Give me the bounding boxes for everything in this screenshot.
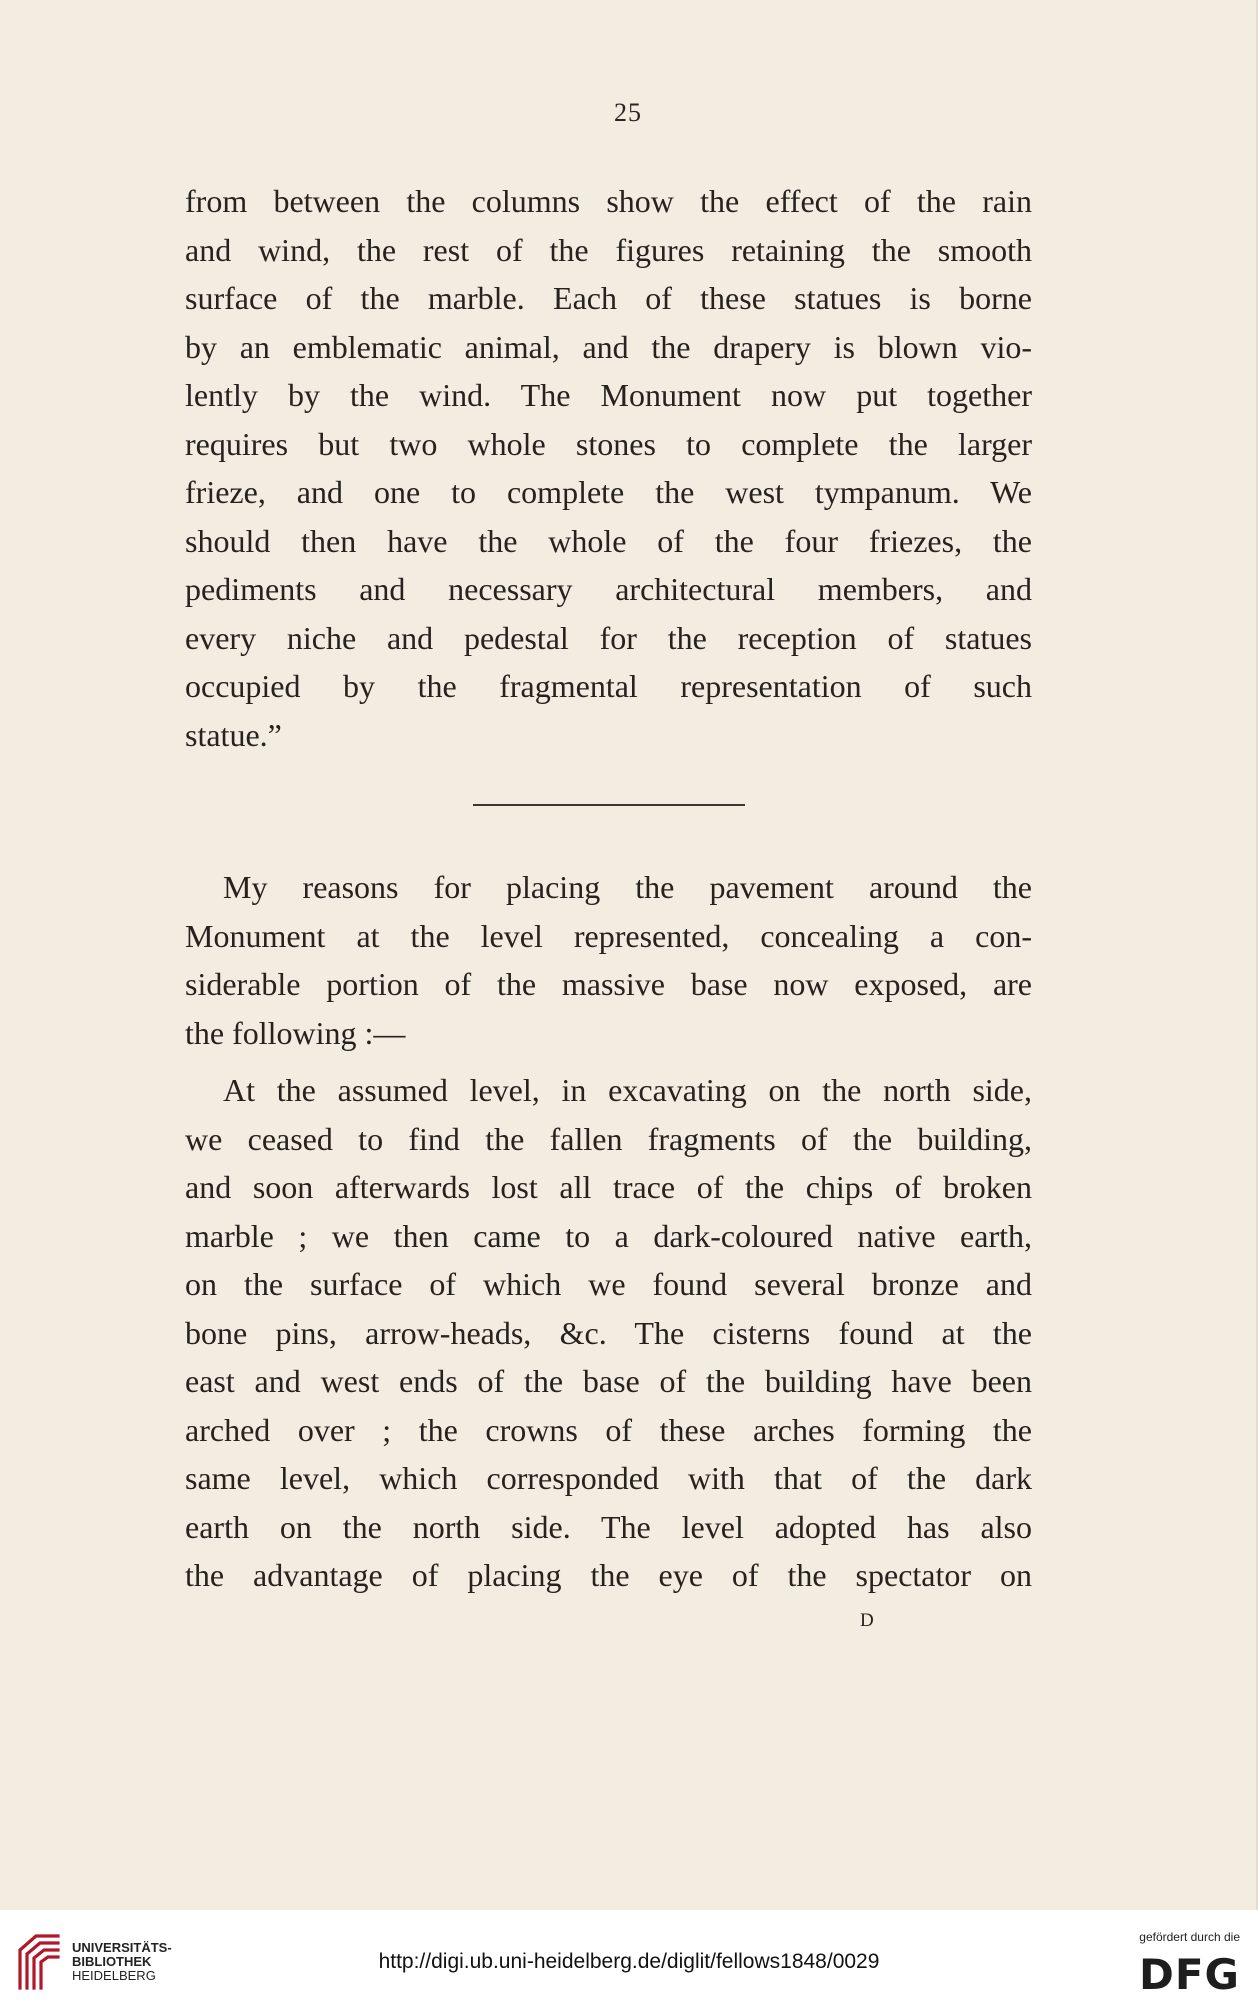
text-line: siderable portion of the massive base now exposed, are	[185, 966, 1032, 1002]
page-number: 25	[614, 98, 642, 127]
footer-bar	[0, 1910, 1258, 2011]
funding-label: gefördert durch die	[1139, 1930, 1240, 1944]
text-line: At the assumed level, in excavating on the north side,	[223, 1072, 1032, 1108]
text-line: by an emblematic animal, and the drapery is blown vio-	[185, 328, 1032, 365]
text-line: lently by the wind. The Monument now put together	[185, 377, 1032, 413]
text-line: east and west ends of the base of the building have been	[185, 1363, 1032, 1399]
text-line: we ceased to find the fallen fragments of the building,	[185, 1120, 1032, 1157]
text-line: surface of the marble. Each of these statues is borne	[185, 280, 1032, 316]
paragraph-excavation	[185, 1066, 1032, 1600]
text-line: bone pins, arrow-heads, &c. The cisterns found at the	[185, 1314, 1032, 1351]
source-url-link[interactable]: http://digi.ub.uni-heidelberg.de/diglit/fellows1848/0029	[378, 1950, 880, 1973]
dfg-logo: DFG	[1138, 1950, 1240, 1999]
text-line: marble ; we then came to a dark-coloured native earth,	[185, 1217, 1032, 1254]
text-line: same level, which corresponded with that of the dark	[185, 1460, 1032, 1496]
text-line: every niche and pedestal for the reception of statues	[185, 619, 1032, 656]
paragraph-reasons	[185, 863, 1032, 1057]
text-line: the advantage of placing the eye of the spectator on	[185, 1557, 1032, 1593]
text-line: Monument at the level represented, concealing a con-	[185, 917, 1032, 954]
signature-mark: D	[860, 1610, 875, 1631]
text-line: frieze, and one to complete the west tympanum. We	[185, 474, 1032, 510]
library-name-line: BIBLIOTHEK	[72, 1954, 152, 1969]
text-line: on the surface of which we found several bronze and	[185, 1266, 1032, 1302]
text-line: and soon afterwards lost all trace of the chips of broken	[185, 1169, 1032, 1205]
text-line: My reasons for placing the pavement around the	[223, 869, 1032, 905]
text-line: and wind, the rest of the figures retaining the smooth	[185, 231, 1032, 268]
text-line: occupied by the fragmental representation of such	[185, 668, 1032, 704]
text-line: the following :—	[185, 1014, 406, 1051]
text-line: from between the columns show the effect of the rain	[185, 183, 1032, 219]
library-name-line: HEIDELBERG	[72, 1968, 156, 1983]
text-line: should then have the whole of the four friezes, the	[185, 522, 1032, 559]
text-line: statue.”	[185, 716, 282, 753]
library-name-line: UNIVERSITÄTS-	[72, 1940, 172, 1955]
text-line: arched over ; the crowns of these arches forming the	[185, 1411, 1032, 1448]
section-divider	[473, 804, 745, 806]
text-line: requires but two whole stones to complete the larger	[185, 425, 1032, 462]
text-line: pediments and necessary architectural members, and	[185, 571, 1032, 607]
text-line: earth on the north side. The level adopted has also	[185, 1508, 1032, 1545]
paragraph-continuation	[185, 177, 1032, 759]
